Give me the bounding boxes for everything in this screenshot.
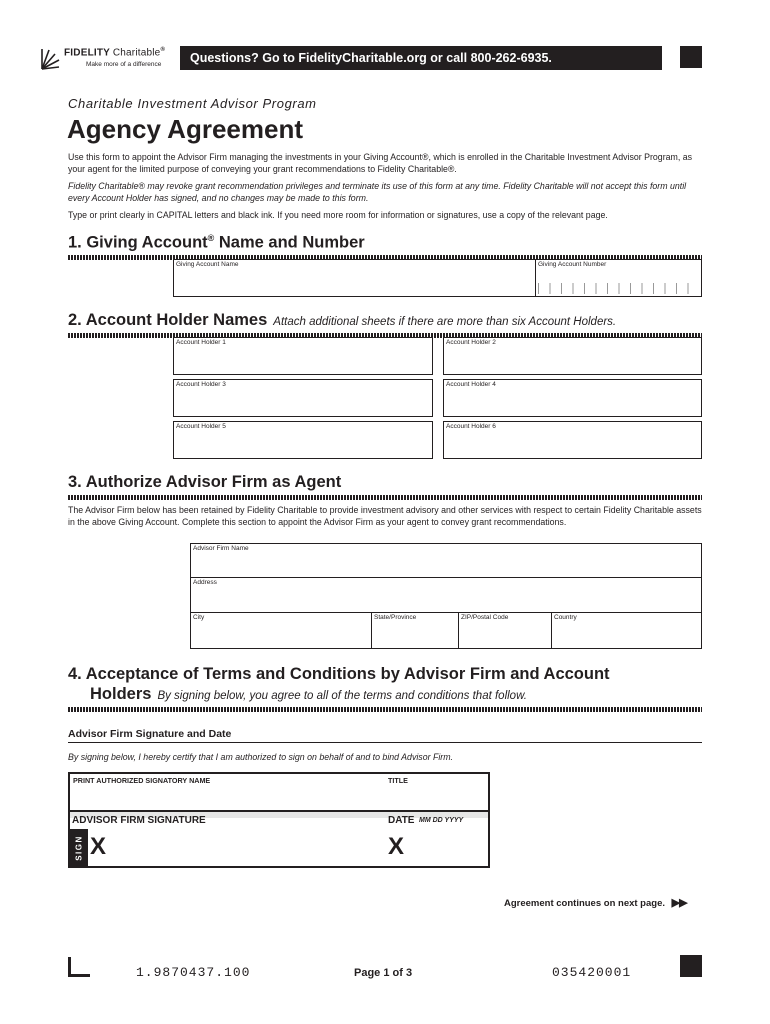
- print-name-field[interactable]: [70, 774, 488, 811]
- account-holder-label: Account Holder 4: [446, 381, 496, 388]
- account-holder-4-field[interactable]: [443, 379, 702, 417]
- advisor-signature-subheading: Advisor Firm Signature and Date: [68, 728, 232, 740]
- giving-account-name-label: Giving Account Name: [176, 261, 239, 268]
- account-holder-6-field[interactable]: [443, 421, 702, 459]
- brand-mark: ®: [160, 47, 166, 53]
- section-4-note: By signing below, you agree to all of the terms and conditions that follow.: [157, 690, 527, 702]
- account-holder-3-field[interactable]: [173, 379, 433, 417]
- state-label: State/Province: [374, 614, 417, 621]
- page-title: Agency Agreement: [67, 114, 303, 144]
- brand-tagline: Make more of a difference: [86, 61, 162, 68]
- section-4-heading-line-1: 4. Acceptance of Terms and Conditions by Advisor Firm and Account: [68, 665, 610, 683]
- address-label: Address: [193, 579, 217, 586]
- section-4-heading-line-2: [90, 685, 527, 704]
- country-field[interactable]: [551, 612, 702, 649]
- account-holder-label: Account Holder 3: [176, 381, 226, 388]
- registration-mark-bottom: [680, 955, 702, 977]
- section-2-heading-text: 2. Account Holder Names: [68, 311, 268, 329]
- intro-paragraph-2: Fidelity Charitable® may revoke grant recommendation privileges and terminate its use of this form at any time. Fidelity Charitable will not accept this form until every Account Holder has signed, and no changes may be made to this form.: [68, 181, 687, 203]
- intro-paragraph-1: Use this form to appoint the Advisor Firm managing the investments in your Giving Account®, which is enrolled in the Charitable Investment Advisor Program, as your agent for the limited purpose of conveying your grant recommendations to Fidelity Charitable®.: [68, 152, 693, 174]
- state-field[interactable]: [371, 612, 459, 649]
- subheading-underline: [68, 742, 702, 743]
- city-field[interactable]: [190, 612, 372, 649]
- section-2-note: Attach additional sheets if there are more than six Account Holders.: [273, 316, 617, 328]
- certify-text: By signing below, I hereby certify that I am authorized to sign on behalf of and to bind Advisor Firm.: [68, 752, 453, 762]
- advisor-firm-name-field[interactable]: [190, 543, 702, 578]
- corner-mark-horizontal: [68, 974, 90, 977]
- advisor-signature-label: ADVISOR FIRM SIGNATURE: [72, 815, 206, 826]
- date-format-hint: MM DD YYYY: [419, 817, 464, 824]
- brand-name: FIDELITY: [64, 47, 110, 59]
- continue-arrows-icon: ▶▶: [671, 897, 687, 909]
- page-number: Page 1 of 3: [354, 967, 413, 979]
- section-1-heading-mark: ®: [207, 233, 215, 243]
- account-holder-2-field[interactable]: [443, 337, 702, 375]
- fidelity-charitable-logo: [40, 46, 170, 74]
- intro-paragraph-3: Type or print clearly in CAPITAL letters and black ink. If you need more room for information or signatures, use a copy of the relevant page.: [68, 210, 608, 220]
- giving-account-number-label: Giving Account Number: [538, 261, 607, 268]
- address-field[interactable]: [190, 577, 702, 613]
- brand-suffix: Charitable: [112, 47, 161, 59]
- account-holder-5-field[interactable]: [173, 421, 433, 459]
- sign-tab-text: SIGN: [74, 835, 83, 861]
- section-2-heading: [68, 311, 616, 330]
- program-name: Charitable Investment Advisor Program: [68, 96, 317, 111]
- section-4-heading-holders: Holders: [90, 685, 152, 703]
- advisor-firm-name-label: Advisor Firm Name: [193, 545, 249, 552]
- number-digit-boxes: [538, 283, 699, 294]
- questions-bar: Questions? Go to FidelityCharitable.org or call 800-262-6935.: [180, 46, 662, 70]
- section-1-heading: [68, 233, 365, 253]
- zip-label: ZIP/Postal Code: [461, 614, 509, 621]
- sunburst-icon: [40, 47, 60, 71]
- section-3-body: The Advisor Firm below has been retained by Fidelity Charitable to provide investment advisory and other services with respect to certain Fidelity Charitable assets in the above Giving Account. Complete this section to appoint the Advisor Firm as your agent to convey grant recommendations.: [68, 505, 702, 527]
- advisor-signature-field[interactable]: [90, 831, 380, 865]
- print-name-label: PRINT AUTHORIZED SIGNATORY NAME: [73, 776, 211, 785]
- section-1-heading-post: Name and Number: [214, 233, 365, 252]
- registration-mark-top: [680, 46, 702, 68]
- account-holder-label: Account Holder 2: [446, 339, 496, 346]
- continues-text: Agreement continues on next page.: [504, 898, 665, 909]
- zip-field[interactable]: [458, 612, 552, 649]
- country-label: Country: [554, 614, 577, 621]
- account-holder-label: Account Holder 5: [176, 423, 226, 430]
- section-3-heading: 3. Authorize Advisor Firm as Agent: [68, 473, 342, 491]
- barcode-number: 035420001: [552, 965, 632, 980]
- account-holder-label: Account Holder 6: [446, 423, 496, 430]
- title-label: TITLE: [388, 776, 408, 785]
- giving-account-name-field[interactable]: [173, 259, 536, 297]
- form-code: 1.9870437.100: [136, 965, 251, 980]
- signature-divider: [69, 810, 489, 812]
- continues-note: [504, 896, 687, 909]
- account-holder-label: Account Holder 1: [176, 339, 226, 346]
- section-4-rule: [68, 707, 702, 712]
- date-x-mark: X: [388, 833, 405, 860]
- signature-x-mark: X: [90, 833, 107, 860]
- date-label: DATE: [388, 815, 415, 826]
- city-label: City: [193, 614, 205, 621]
- account-holder-1-field[interactable]: [173, 337, 433, 375]
- section-1-heading-pre: 1. Giving Account: [68, 233, 208, 252]
- date-field[interactable]: [386, 831, 486, 865]
- section-3-rule: [68, 495, 702, 500]
- sign-tab: [69, 829, 88, 867]
- giving-account-number-field[interactable]: [535, 259, 702, 297]
